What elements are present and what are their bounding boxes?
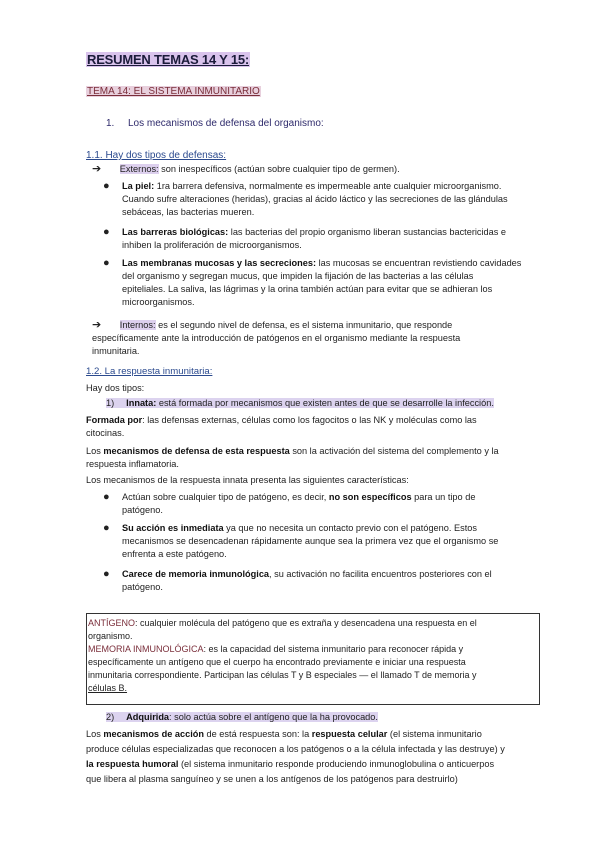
adquirida-item [106,711,546,724]
mecanismos-pre: Los [86,446,104,456]
memoria-text-4: células B. [88,683,128,693]
c3-text-1: , su activación no facilita encuentros posteriores con el [269,569,492,579]
memoria-label: MEMORIA INMUNOLÓGICA [88,644,204,654]
c1-text-3: patógeno. [122,505,163,515]
mecanismos-bold: mecanismos de defensa de esta respuesta [103,446,290,456]
final-bold-3: la respuesta humoral [86,759,179,769]
final-text-4: (el sistema inmunitario responde produciendo inmunoglobulina o anticuerpos [178,759,495,769]
membranas-label: Las membranas mucosas y las secreciones: [122,258,317,268]
memoria-text-3: inmunitaria correspondiente. Participan las células T y B especiales — el llamado T de memoria y [88,670,477,680]
externos-text: son inespecíficos (actúan sobre cualquier tipo de germen). [158,164,400,174]
barreras-label: Las barreras biológicas: [122,227,229,237]
c2-text-3: enfrenta a este patógeno. [122,549,227,559]
memoria-text-1: : es la capacidad del sistema inmunitario para reconocer rápida y [203,644,464,654]
innata-label: Innata: [126,398,157,408]
subsection-1-1-heading: 1.1. Hay dos tipos de defensas: [86,150,227,161]
c1-bold: no son específicos [328,492,412,502]
bullet-icon: ● [103,180,110,192]
membranas-item [122,257,544,309]
mecanismos-text-2: respuesta inflamatoria. [86,459,179,469]
final-text-3: produce células especializadas que reconocen a los patógenos o a la célula infectada y las destruye) y [86,744,505,754]
barreras-text-2: inhiben la proliferación de microorganismos. [122,240,302,250]
bullet-icon: ● [103,491,110,503]
externos-line [92,163,552,176]
bullet-icon: ● [103,568,110,580]
final-text-5: que libera al plasma sanguíneo y se unen a los antígenos de los patógenos para destruirlo) [86,774,458,784]
mecanismos-text-1: son la activación del sistema del complemento y la [289,446,499,456]
antigeno-text-1: : cualquier molécula del patógeno que es extraña y desencadena una respuesta en el [135,618,477,628]
internos-text-3: inmunitaria. [92,346,140,356]
membranas-text-2: del organismo y segregan mucus, que impiden la fijación de las bacterias a las células [122,271,474,281]
membranas-text-4: microorganismos. [122,297,195,307]
final-paragraph [86,727,544,787]
final-pre: Los [86,729,104,739]
barreras-text-1: las bacterias del propio organismo liberan sustancias bactericidas e [228,227,507,237]
antigeno-text-2: organismo. [88,631,133,641]
memoria-text-2: específicamente un antígeno que el cuerpo ha encontrado previamente e iniciar una respuesta [88,657,466,667]
section-1-number: 1. [106,118,115,129]
innata-number: 1) [106,398,115,408]
definitions-text [88,617,534,695]
externos-label: Externos: [119,164,159,174]
c2-bold: Su acción es inmediata [122,523,224,533]
antigeno-label: ANTÍGENO [88,618,136,628]
internos-label: Internos: [119,320,156,330]
adquirida-text: : solo actúa sobre el antígeno que la ha provocado. [169,712,378,722]
section-1-heading [106,118,324,129]
formada-paragraph [86,414,542,440]
bullet-icon: ● [103,226,110,238]
c1-text-1: Actúan sobre cualquier tipo de patógeno, es decir, [122,492,329,502]
arrow-icon: ➔ [92,319,102,331]
c2-text-1: ya que no necesita un contacto previo con el patógeno. Estos [223,523,477,533]
innata-text: está formada por mecanismos que existen antes de que se desarrolle la infección. [156,398,494,408]
internos-text-2: específicamente ante la introducción de patógenos en el organismo mediante la respuesta [92,333,461,343]
c3-bold: Carece de memoria inmunológica [122,569,270,579]
final-bold-1: mecanismos de acción [103,729,204,739]
adquirida-number: 2) [106,712,115,722]
formada-label: Formada por [86,415,143,425]
tema-14-heading: TEMA 14: EL SISTEMA INMUNITARIO [87,86,260,97]
final-text-1: de está respuesta son: la [203,729,312,739]
piel-label: La piel: [122,181,155,191]
caracteristica-2 [122,522,542,561]
internos-text-1: es el segundo nivel de defensa, es el sistema inmunitario, que responde [155,320,453,330]
piel-text-2: Cuando sufre alteraciones (heridas), gracias al ácido láctico y las secreciones de las glándulas [122,194,508,204]
bullet-icon: ● [103,522,110,534]
c2-text-2: mecanismos se desencadenan rápidamente aunque sea la primera vez que el organismo se [122,536,499,546]
innata-item [106,397,546,410]
final-bold-2: respuesta celular [311,729,388,739]
barreras-item [122,226,544,252]
piel-text-3: sebáceas, las bacterias mueren. [122,207,255,217]
section-1-label: Los mecanismos de defensa del organismo: [128,118,324,129]
piel-text-1: 1ra barrera defensiva, normalmente es impermeable ante cualquier microorganismo. [154,181,502,191]
bullet-icon: ● [103,257,110,269]
c3-text-2: patógeno. [122,582,163,592]
hay-dos-tipos: Hay dos tipos: [86,383,145,393]
piel-item [122,180,544,219]
final-text-2: (el sistema inmunitario [387,729,482,739]
membranas-text-1: las mucosas se encuentran revistiendo cavidades [316,258,522,268]
c1-text-2: para un tipo de [411,492,476,502]
mecanismos-paragraph [86,445,544,471]
page-title: RESUMEN TEMAS 14 Y 15: [87,52,250,67]
formada-text-2: citocinas. [86,428,125,438]
subsection-1-2-heading: 1.2. La respuesta inmunitaria: [86,366,213,377]
formada-text-1: : las defensas externas, células como los fagocitos o las NK y moléculas como las [142,415,477,425]
arrow-icon: ➔ [92,163,102,175]
caracteristicas-intro: Los mecanismos de la respuesta innata presenta las siguientes características: [86,475,409,485]
membranas-text-3: epiteliales. La saliva, las lágrimas y la orina también actúan para evitar que se adhieran los [122,284,493,294]
internos-item [92,319,544,358]
caracteristica-3 [122,568,542,594]
caracteristica-1 [122,491,542,517]
adquirida-label: Adquirida [126,712,170,722]
